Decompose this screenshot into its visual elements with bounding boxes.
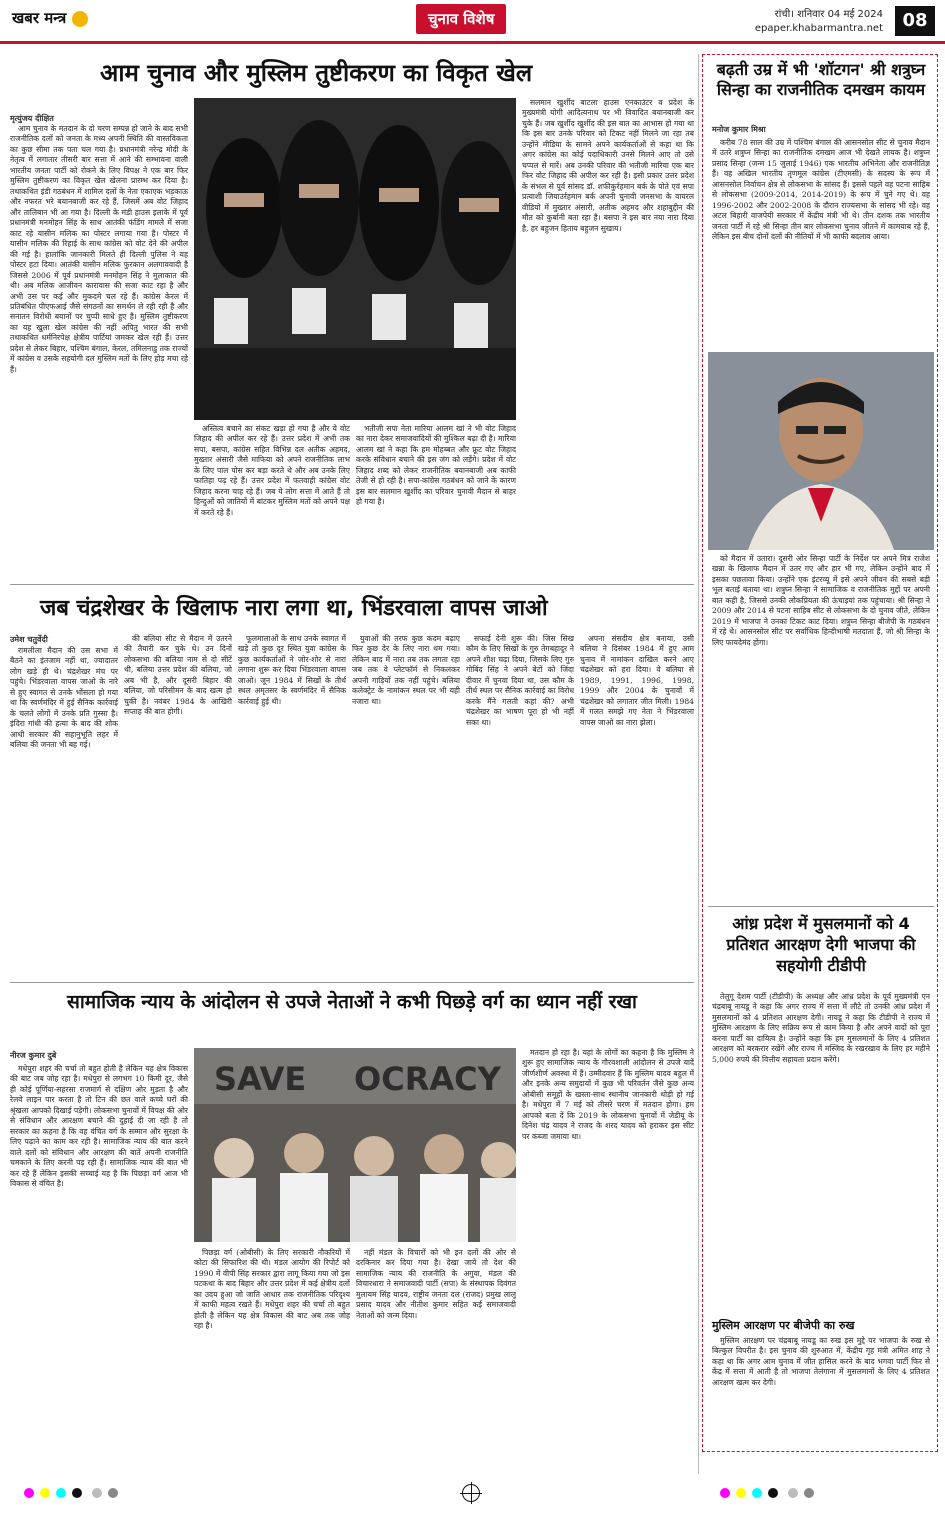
- story3-headline: सामाजिक न्याय के आंदोलन से उपजे नेताओं ने कभी पिछड़े वर्ग का ध्यान नहीं रखा: [67, 991, 637, 1013]
- black-dot-icon: [768, 1488, 778, 1498]
- rally-photo-illustration: [194, 1048, 516, 1242]
- sidebar2-col2: मुस्लिम आरक्षण पर चंद्रबाबू नायडू का रुख इस मुद्दे पर भाजपा के रुख से बिल्कुल विपरीत है। इस चुनाव की शुरुआत में, केंद्रीय गृह मंत्री अमित शाह ने कहा था कि अगर आम चुनाव में जीत हासिल करने के बाद भगवा पार्टी फिर से केंद्र में सत्ता में आती है तो भाजपा तेलंगाना में मुसलमानों के लिए 4 प्रतिशत आरक्षण खत्म कर देगी।: [712, 1336, 930, 1387]
- gray-dot-icon: [804, 1488, 814, 1498]
- sidebar2-subhead: मुस्लिम आरक्षण पर बीजेपी का रुख: [712, 1319, 855, 1332]
- story3-col4: मतदान हो रहा है। यहां के लोगों का कहना है कि मुस्लिम ने शुरू हुए सामाजिक न्याय के गौरवशाली आंदोलन से उपजे यादें जीर्णशीर्ण अवस्था में हैं। उम्मीदवार हैं कि मुस्लिम यादव बहुल में और इनके अन्य समुदायों में कुछ भी परिवर्तन जैसे कुछ अन्य ओबीसी समूहों के खस्ता-साथ स्थानीय जानकारी थोड़ी हो गई है। मधेपुरा में 7 मई को तीसरे चरण में मतदान होगा। हम आपको बता दें कि 2019 के लोकसभा चुनावों में जेडीयू के दिनेश चंद्र यादव ने राजद के शरद यादव को हराकर इस सीट पर कब्जा जमाया था।: [522, 1048, 694, 1141]
- cyan-dot-icon: [752, 1488, 762, 1498]
- story1-col2: अस्तित्व बचाने का संकट खड़ा हो गया है और ये वोट जिहाद की अपील कर रहे हैं। उत्तर प्रदेश में अभी तक सपा, बसपा, कांग्रेस सहित विभिन्न दल अतीक अहमद, मुख्तार अंसारी जैसे माफिया को अपने राजनीतिक लाभ के लिए पाल पोस कर बड़ा करते थे और अब उनके लिए फातिहा पढ़ रहे हैं। उत्तर प्रदेश में फतवाही कांग्रेस वोट जिहाद करना चाह रहे हैं। जब ये लोग सत्ता में आते हैं तो हिन्दुओं को जातियों में बांटकर मुस्लिम मतों को अपने पक्ष में करते रहे हैं।: [194, 424, 350, 517]
- story1-col3: भतीजी सपा नेता मारिया आलम खां ने भी वोट जिहाद का नारा देकर समाजवादियों की मुश्किल बढ़ा दी है। मारिया आलम खां ने कहा कि हम मोहब्बत और फ्रूट वोट जिहाद करके संविधान बचाने की इस जंग को लड़ेंगे। प्रदेश में वोट जिहाद शब्द को लेकर राजनीतिक बयानबाजी अब काफी तेजी से हो रही है। सपा-कांग्रेस गठबंधन को जाने के कारण इस बार सलमान खुर्शीद का परिवार चुनावी मैदान से बाहर हो गया है।: [356, 424, 516, 507]
- masthead: [0, 0, 945, 44]
- story2-col3: फूलमालाओं के साथ उनके स्वागत में खड़े तो कुछ दूर स्थित युवा कांग्रेस के कुछ कार्यकर्ताओं ने जोर-शोर से नारा लगाना शुरू कर दिया भिंडरवाला वापस जाओ। जून 1984 में सिखों के तीर्थ स्थल अमृतसर के स्वर्णमंदिर में सैनिक कार्रवाई हुई थी।: [238, 634, 346, 706]
- magenta-dot-icon: [24, 1488, 34, 1498]
- yellow-dot-icon: [736, 1488, 746, 1498]
- yellow-dot-icon: [40, 1488, 50, 1498]
- story2-col6: अपना संसदीय क्षेत्र बनाया, उसी बलिया ने दिसंबर 1984 में हुए आम चुनाव में नामांकन दाखिल करने आए चंद्रशेखर को हरा दिया। वे बलिया से 1989, 1991, 1996, 1998, 1999 और 2004 के चुनावों में चंद्रशेखर को लगातार जीत मिली। 1984 में गलत समझे गए नेता ने भिंडरवाला वापस जाओ का नारा झेला।: [580, 634, 694, 727]
- section-label: चुनाव विशेष: [416, 4, 506, 34]
- cyan-dot-icon: [56, 1488, 66, 1498]
- story3-col2: पिछड़ा वर्ग (ओबीसी) के लिए सरकारी नौकरियों में कोटा की सिफारिश की थी। मंडल आयोग की रिपोर्ट को 1990 में वीपी सिंह सरकार द्वारा लागू किया गया जो इस पटकथा के बाद बिहार और उत्तर प्रदेश में कई क्षेत्रीय दलों का उदय हुआ जो जाति आधार तक राजनीतिक परिदृश्य में काफी महत्व रखते हैं। मधेपुरा शहर की चर्चा तो बहुत होती है लेकिन यह क्षेत्र विकास की बाट अब तक जोह रहा है।: [194, 1248, 350, 1331]
- sidebar2-headline: आंध्र प्रदेश में मुसलमानों को 4 प्रतिशत आरक्षण देगी भाजपा की सहयोगी टीडीपी: [726, 914, 916, 975]
- magenta-dot-icon: [720, 1488, 730, 1498]
- black-dot-icon: [72, 1488, 82, 1498]
- story1-photo: [194, 98, 516, 420]
- story2-col5: सफाई देनी शुरू की। जिस सिख कौम के लिए सिखों के गुरु तेगबहादुर ने अपने शीश चढ़ा दिया, जिसके लिए गुरु गोबिंद सिंह ने अपने बेटों को जिंदा दीवार में चुनवा दिया था, उस कौम के तीर्थ स्थल पर सैनिक कार्रवाई का विरोध करके मैंने गलती कहां की? अभी चंद्रशेखर का भाषण पूरा हो भी नहीं सका था।: [466, 634, 574, 727]
- story1-col1: आम चुनाव के मतदान के दो चरण सम्पन्न हो जाने के बाद सभी राजनीतिक दलों को जनता के मध्य अपनी स्थिति की वास्तविकता का कुछ सीमा तक पता चल गया है। प्रधानमंत्री नरेन्द्र मोदी के नेतृत्व में लगातार तीसरी बार सत्ता में आने की सम्भावना वाली भारतीय जनता पार्टी को रोकने के लिए विपक्ष ने एक बार फिर मुस्लिम तुष्टीकरण का विकृत खेल खेलना प्रारम्भ कर दिया है। तथाकथित इंडी गठबंधन में शामिल दलों के नेता एकाएक भड़काऊ और नफरत भरे बयानबाजी कर रहे हैं, जिसमें अब वोट जिहाद और तालिबान भी आ गया है। दिल्ली के मंडी हाउस इलाके में पूर्व प्रधानमंत्री मनमोहन सिंह के साथ आतंकी फंडिंग मामले में सजा काट रहे यासीन मलिक का पोस्टर लगाया गया है। पोस्टर में यासीन मलिक की रिहाई के साथ कांग्रेस को वोट देने की अपील की गई है। हालांकि जानकारी मिलते ही दिल्ली पुलिस ने यह पोस्टर हटा दिया। आतंकी यासीन मलिक फुरकान अलगाववादी है जिससे 2006 में पूर्व प्रधानमंत्री मनमोहन सिंह ने मुलाकात की थी। अब मलिक आजीवन कारावास की सजा काट रहा है और अभी उस पर कई और मुकदमे चल रहे हैं। कांग्रेस केरल में प्रतिबंधित पीएफआई जैसे संगठनों का समर्थन ले रही रही है और सनातन विरोधी बयानों पर चुप्पी साधे हुए है। मुस्लिम तुष्टीकरण का यह खुला खेल कांग्रेस की नहीं अपितु भारत की सभी तथाकथित धर्मनिरपेक्ष क्षेत्रीय पार्टियां जमकर खेल रही हैं। उत्तर प्रदेश से लेकर बिहार, पश्चिम बंगाल, केरल, तमिलनाडु तक राज्यों में कांग्रेस व उसके सहयोगी दल मुस्लिम मतों के लिए होड़ मचा रहे हैं।: [10, 124, 188, 374]
- story3-col1: मधेपुरा शहर की चर्चा तो बहुत होती है लेकिन यह क्षेत्र विकास की बाट जब जोह रहा है। मधेपुरा से लगभग 10 किमी दूर, जैसे ही कोई पूर्णिया-सहरसा राजमार्ग से दक्षिण ओर मुड़ता है और रेलवे लाइन पार करता है तो टिन की छत वाले कच्चे घरों की श्रृंखला आपको दिखाई पड़ेगी। लोकसभा चुनावों में विपक्ष की ओर से संविधान और आरक्षण बचाने की दुहाई दी जा रही है तो सरकार का कहना है कि वह वंचित वर्ग के सम्मान और सुरक्षा के लिए पढ़ाने का काम कर रही है। सामाजिक न्याय की बात करने वाले दलों को संविधान और आरक्षण की बातें अपनी राजनीति चमकाने के लिए करनी पड़ रही हैं। सामाजिक न्याय की बात भी कर रहे हैं लेकिन इसकी सच्चाई यह है कि पिछड़ा वर्ग आज भी विकास से वंचित है।: [10, 1064, 188, 1189]
- story2-col2: की बलिया सीट से मैदान में उतरने की तैयारी कर चुके थे। उन दिनों लोकसभा की बलिया नाम से दो सीटें थी, बलिया उत्तर प्रदेश की बलिया, जो अब भी है, और दूसरी बिहार की बलिया, जो परिसीमन के बाद खत्म हो चुकी है। नवंबर 1984 के आखिरी सप्ताह की बात होगी।: [124, 634, 232, 717]
- story3-byline: नीरज कुमार दुबे: [10, 1051, 57, 1060]
- story1-headline: आम चुनाव और मुस्लिम तुष्टीकरण का विकृत खेल: [100, 59, 533, 87]
- story3-photo: [194, 1048, 516, 1242]
- epaper-url[interactable]: epaper.khabarmantra.net: [754, 23, 883, 34]
- sidebar1-headline: बढ़ती उम्र में भी 'शॉटगन' श्री शत्रुघ्न सिन्हा का राजनीतिक दमखम कायम: [716, 60, 926, 99]
- sidebar1-col: करीब 78 साल की उम्र में पश्चिम बंगाल की आसनसोल सीट से चुनाव मैदान में उतरे शत्रुघ्न सिन्हा का राजनीतिक दमखम आज भी देखते लायक है। शत्रुघ्न प्रसाद सिन्हा (जन्म 15 जुलाई 1946) एक भारतीय अभिनेता और राजनीतिज्ञ हैं। वह अखिल भारतीय तृणमूल कांग्रेस (टीएमसी) के सदस्य के रूप में आसनसोल निर्वाचन क्षेत्र से लोकसभा के सांसद हैं। इससे पहले वह पटना साहिब से लोकसभा (2009-2014, 2014-2019) के रूप में चुने गए थे। वह 1996-2002 और 2002-2008 के दौरान राज्यसभा के सांसद भी रहे। वह अटल बिहारी वाजपेयी सरकार में केंद्रीय मंत्री भी थे। तीन दशक तक भारतीय जनता पार्टी में रहे श्री सिन्हा तीन बार लोकसभा चुनाव जीतने में कामयाब रहे हैं, लेकिन इस बीच दोनों दलों की नीतियों में भी काफी बदलाव आया।: [712, 138, 930, 242]
- shatrughan-sinha-photo: [708, 352, 934, 550]
- dateline: [755, 8, 883, 36]
- sidebar1-byline: मनोज कुमार मिश्रा: [712, 125, 766, 134]
- date-text: रांची। शनिवार 04 मई 2024: [774, 9, 883, 20]
- column-rule: [698, 54, 699, 1474]
- sidebar2-col: तेलुगू देशम पार्टी (टीडीपी) के अध्यक्ष और आंध्र प्रदेश के पूर्व मुख्यमंत्री एन चंद्रबाबू नायडू ने कहा कि अगर राज्य में सत्ता में लौटे तो उनकी आंध्र प्रदेश में मुसलमानों को 4 प्रतिशत आरक्षण देगी। नायडू ने कहा कि टीडीपी ने राज्य में मुस्लिम आरक्षण के लिए सक्रिय रूप से काम किया है और अपने वादों को पूरा करना पार्टी का दायित्व है। उन्होंने कहा कि हम मुसलमानों के लिए 4 प्रतिशत आरक्षण को बरकरार रखेंगे और राज्य में मस्जिद के रखरखाव के लिए हर महीने 5,000 रुपये की वित्तीय सहायता प्रदान करेंगे।: [712, 992, 930, 1064]
- story2-headline: जब चंद्रशेखर के खिलाफ नारा लगा था, भिंडरवाला वापस जाओ: [40, 596, 548, 621]
- newspaper-logo: खबर मन्त्र: [12, 8, 88, 28]
- svg-text:SAVE: SAVE: [214, 1060, 307, 1098]
- divider: [10, 982, 694, 983]
- story3-col3: नहीं मंडल के विचारों को भी इन दलों की ओर से दरकिनार कर दिया गया है। देखा जाये तो देश की सामाजिक न्याय की राजनीति के अगुवा, मंडल की विचारधारा ने समाजवादी पार्टी (सपा) के संस्थापक दिवंगत मुलायम सिंह यादव, राष्ट्रीय जनता दल (राजद) प्रमुख लालू प्रसाद यादव और नीतीश कुमार सहित कई समाजवादी नेताओं को जन्म दिया।: [356, 1248, 516, 1320]
- registration-mark-icon: [462, 1484, 480, 1502]
- divider: [10, 584, 694, 585]
- story2-col4: युवाओं की तरफ कुछ कदम बढ़ाए फिर कुछ देर के लिए नारा थम गया। लेकिन बाद में नारा तब तक लगता रहा जब तक वे प्लेटफॉर्म से निकलकर अपनी गाड़ियों तक नहीं पहुंचे। बलिया कलेक्ट्रेट के नामांकन स्थल पर भी यही नजारा था।: [352, 634, 460, 706]
- divider: [708, 906, 934, 907]
- story2-byline: उमेश चतुर्वेदी: [10, 635, 48, 644]
- story1-col4: सलमान खुर्शीद बाटला हाउस एनकाउंटर व प्रदेश के मुख्यमंत्री योगी आदित्यनाथ पर भी विवादित बयानबाजी कर चुके हैं। जब खुर्शीद खुर्शीद की इस बात का आभास हो गया था कि इस बार उनके परिवार को टिकट नहीं मिलने जा रहा तब उन्होंने मीडिया के सामने अपने कार्यकर्ताओं से कहा था कि अगर कांग्रेस का कोई पदाधिकारी उनसे मिलने आए तो उसे चप्पल से मारें। अब उनकी परिवार की भतीजी मारिया एक बार फिर वोट जिहाद की अपील कर रही है। इसी प्रकार उत्तर प्रदेश के संभल से पूर्व सांसद डॉ. शफीकुर्रहमान बर्क के पोते एवं सपा प्रत्याशी जियाउर्रहमान बर्क अपनी चुनावी जनसभा के वायरल वीडियो में मुख्तार अंसारी, अतीक अहमद और शहाबुद्दीन की मौत को कुर्बानी बता रहा है। बसपा ने इस बार नया नारा दिया है, हर बहुजन हिताय बहुजन सुखाय।: [522, 98, 694, 233]
- sidebar1-col2: को मैदान में उतारा। दूसरी ओर सिन्हा पार्टी के निर्देश पर अपने मित्र राजेश खन्ना के खिलाफ मैदान में उतर गए और हार भी गए, लेकिन उन्होंने बाद में इसका पछतावा किया। उन्होंने एक इंटरव्यू में इसे अपने जीवन की सबसे बड़ी भूल बताई बताया था। शत्रुघ्न सिन्हा ने सामाजिक व राजनीतिक मुद्दों पर अपनी बात कही है, जिससे उनकी लोकप्रियता की ऊंचाइयां तक पहुंचाया। श्री सिन्हा ने 2009 और 2014 से पटना साहिब सीट से लोकसभा के दो चुनाव जीते, लेकिन 2019 में भाजपा ने उनका टिकट काट दिया। शत्रुघ्न सिन्हा बीजेपी के गठबंधन में रहे थे। आसनसोल सीट पर सर्वाधिक हिन्दीभाषी मतदाता हैं, जो श्री सिन्हा के लिए फायदेमंद होगा।: [712, 554, 930, 647]
- page-number: 08: [895, 6, 935, 36]
- gray-dot-icon: [108, 1488, 118, 1498]
- voters-photo-illustration: [194, 98, 516, 420]
- gray-dot-icon: [92, 1488, 102, 1498]
- portrait-illustration: [708, 352, 934, 550]
- svg-text:OCRACY: OCRACY: [354, 1060, 501, 1098]
- gray-dot-icon: [788, 1488, 798, 1498]
- story2-col1: रामलीला मैदान की उस सभा में बैठने का इंतजाम नहीं था, ज्यादातर लोग खड़े ही थे। चंद्रशेखर मंच पर पहुंचे। भिंडरवाला वापस जाओ के नारे से हुए स्वागत से उनके भोंसला हो गया था कि स्वर्णमंदिर में हुई सैनिक कार्रवाई के चलते लोगों में उनके प्रति गुस्सा है। इंदिरा गांधी की हत्या के बाद की शोक आधी सरकार की सहानुभूति लहर में बलिया की जनता भी बह गई।: [10, 646, 118, 750]
- logo-badge-icon: [72, 11, 88, 27]
- story1-byline: मृत्युंजय दीक्षित: [10, 114, 54, 123]
